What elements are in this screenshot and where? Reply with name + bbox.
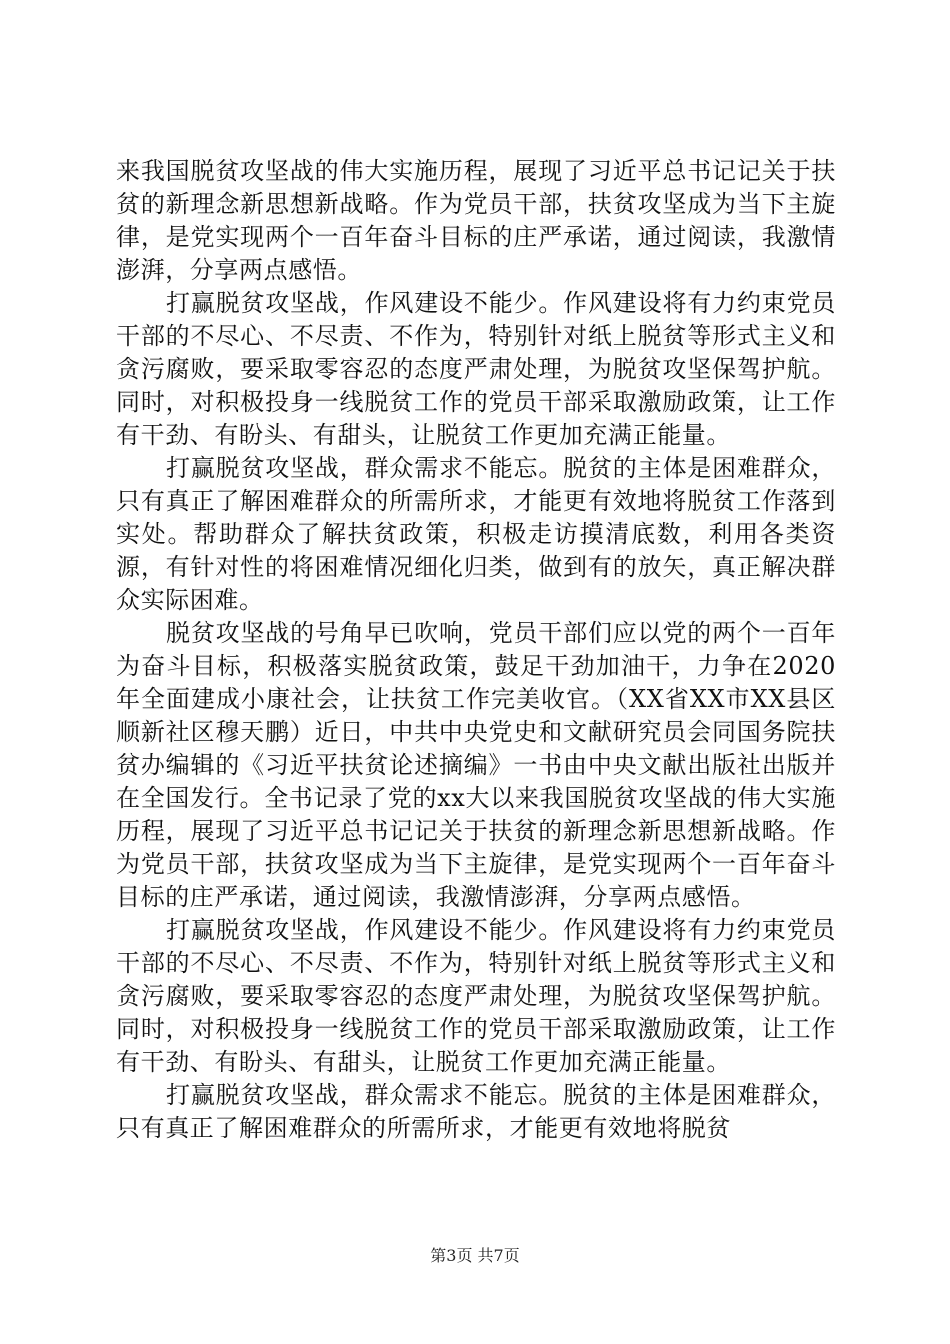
paragraph: 脱贫攻坚战的号角早已吹响，党员干部们应以党的两个一百年为奋斗目标，积极落实脱贫政策，鼓足干劲加油干，力争在2020年全面建成小康社会，让扶贫工作完美收官。（XX省XX市XX县区顺新社区穆天鹏）近日，中共中央党史和文献研究员会同国务院扶贫办编辑的《习近平扶贫论述摘编》一书由中央文献出版社出版并在全国发行。全书记录了党的xx大以来我国脱贫攻坚战的伟大实施历程，展现了习近平总书记记关于扶贫的新理念新思想新战略。作为党员干部，扶贫攻坚成为当下主旋律，是党实现两个一百年奋斗目标的庄严承诺，通过阅读，我激情澎湃，分享两点感悟。	[116, 619, 836, 911]
page-footer	[0, 1243, 950, 1266]
paragraph: 打赢脱贫攻坚战，群众需求不能忘。脱贫的主体是困难群众，只有真正了解困难群众的所需所求，才能更有效地将脱贫	[116, 1081, 836, 1142]
paragraph: 打赢脱贫攻坚战，作风建设不能少。作风建设将有力约束党员干部的不尽心、不尽责、不作为，特别针对纸上脱贫等形式主义和贪污腐败，要采取零容忍的态度严肃处理，为脱贫攻坚保驾护航。同时，对积极投身一线脱贫工作的党员干部采取激励政策，让工作有干劲、有盼头、有甜头，让脱贫工作更加充满正能量。	[116, 289, 836, 449]
paragraph: 打赢脱贫攻坚战，群众需求不能忘。脱贫的主体是困难群众，只有真正了解困难群众的所需所求，才能更有效地将脱贫工作落到实处。帮助群众了解扶贫政策，积极走访摸清底数，利用各类资源，有针对性的将困难情况细化归类，做到有的放矢，真正解决群众实际困难。	[116, 454, 836, 614]
paragraph: 打赢脱贫攻坚战，作风建设不能少。作风建设将有力约束党员干部的不尽心、不尽责、不作为，特别针对纸上脱贫等形式主义和贪污腐败，要采取零容忍的态度严肃处理，为脱贫攻坚保驾护航。同时，对积极投身一线脱贫工作的党员干部采取激励政策，让工作有干劲、有盼头、有甜头，让脱贫工作更加充满正能量。	[116, 916, 836, 1076]
page-indicator: 第3页 共7页	[430, 1246, 520, 1265]
paragraph-continuation: 来我国脱贫攻坚战的伟大实施历程，展现了习近平总书记记关于扶贫的新理念新思想新战略。作为党员干部，扶贫攻坚成为当下主旋律，是党实现两个一百年奋斗目标的庄严承诺，通过阅读，我激情澎湃，分享两点感悟。	[116, 157, 836, 284]
document-body	[116, 155, 836, 1145]
